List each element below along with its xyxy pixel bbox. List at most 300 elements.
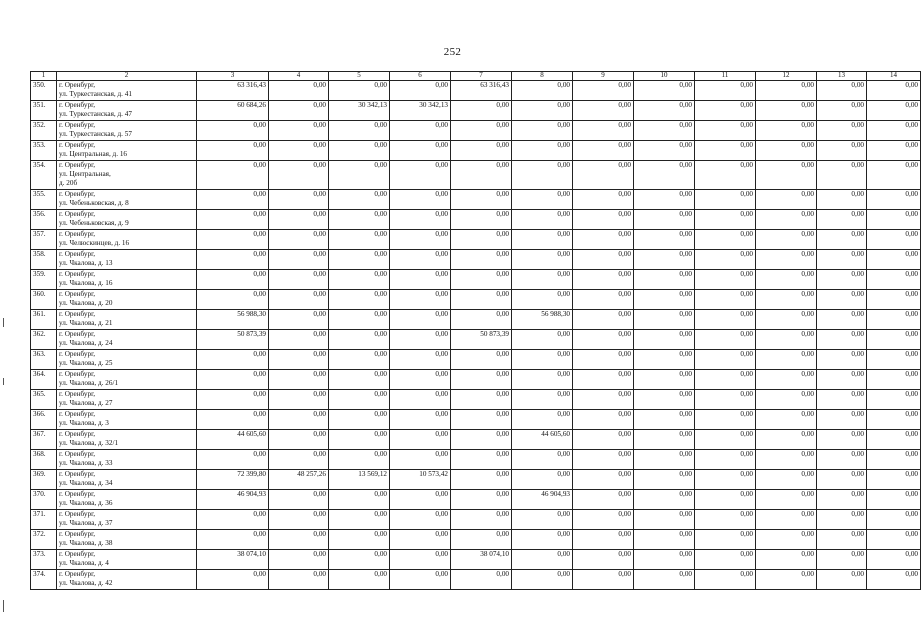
value-cell-col14: 0,00: [867, 510, 921, 530]
value-cell-col5: 0,00: [329, 290, 390, 310]
value-cell-col6: 0,00: [390, 230, 451, 250]
address-line: ул. Туркестанская, д. 41: [59, 90, 132, 98]
value-cell-col13: 0,00: [817, 490, 867, 510]
value-cell-col3: 56 988,30: [197, 310, 269, 330]
address-line: ул. Центральная,: [59, 170, 111, 178]
value-cell-col12: 0,00: [756, 310, 817, 330]
value-cell-col10: 0,00: [634, 350, 695, 370]
address-cell: [57, 101, 197, 121]
address-line: г. Оренбург,: [59, 210, 96, 218]
value-cell-col4: 48 257,26: [269, 470, 329, 490]
value-cell-col4: 0,00: [269, 210, 329, 230]
address-cell: [57, 510, 197, 530]
table-row: [31, 121, 921, 141]
value-cell-col10: 0,00: [634, 141, 695, 161]
value-cell-col6: 0,00: [390, 270, 451, 290]
value-cell-col5: 0,00: [329, 450, 390, 470]
value-cell-col10: 0,00: [634, 310, 695, 330]
value-cell-col9: 0,00: [573, 210, 634, 230]
value-cell-col5: 0,00: [329, 310, 390, 330]
value-cell-col5: 0,00: [329, 230, 390, 250]
address-line: г. Оренбург,: [59, 390, 96, 398]
value-cell-col3: 0,00: [197, 290, 269, 310]
value-cell-col5: 0,00: [329, 250, 390, 270]
value-cell-col5: 0,00: [329, 370, 390, 390]
value-cell-col9: 0,00: [573, 490, 634, 510]
value-cell-col4: 0,00: [269, 330, 329, 350]
address-line: ул. Чкалова, д. 4: [59, 559, 109, 567]
address-line: ул. Челюскинцев, д. 16: [59, 239, 130, 247]
value-cell-col8: 0,00: [512, 550, 573, 570]
value-cell-col12: 0,00: [756, 490, 817, 510]
table-row: [31, 250, 921, 270]
value-cell-col9: 0,00: [573, 190, 634, 210]
value-cell-col13: 0,00: [817, 470, 867, 490]
address-line: ул. Чкалова, д. 3: [59, 419, 109, 427]
value-cell-col14: 0,00: [867, 141, 921, 161]
value-cell-col10: 0,00: [634, 81, 695, 101]
address-line: г. Оренбург,: [59, 410, 96, 418]
address-line: г. Оренбург,: [59, 81, 96, 89]
address-line: ул. Чкалова, д. 16: [59, 279, 113, 287]
value-cell-col10: 0,00: [634, 101, 695, 121]
value-cell-col6: 0,00: [390, 190, 451, 210]
value-cell-col13: 0,00: [817, 230, 867, 250]
value-cell-col3: 63 316,43: [197, 81, 269, 101]
value-cell-col8: 0,00: [512, 450, 573, 470]
value-cell-col12: 0,00: [756, 390, 817, 410]
value-cell-col13: 0,00: [817, 350, 867, 370]
value-cell-col11: 0,00: [695, 570, 756, 590]
value-cell-col3: 38 074,10: [197, 550, 269, 570]
value-cell-col12: 0,00: [756, 550, 817, 570]
table-row: [31, 161, 921, 190]
value-cell-col7: 0,00: [451, 250, 512, 270]
value-cell-col5: 0,00: [329, 510, 390, 530]
address-line: ул. Чкалова, д. 26/1: [59, 379, 119, 387]
value-cell-col4: 0,00: [269, 81, 329, 101]
column-number-7: 7: [451, 72, 512, 81]
address-line: г. Оренбург,: [59, 161, 96, 169]
value-cell-col13: 0,00: [817, 570, 867, 590]
value-cell-col5: 13 569,12: [329, 470, 390, 490]
value-cell-col5: 0,00: [329, 190, 390, 210]
value-cell-col3: 0,00: [197, 370, 269, 390]
value-cell-col9: 0,00: [573, 330, 634, 350]
address-line: ул. Чкалова, д. 24: [59, 339, 113, 347]
value-cell-col3: 0,00: [197, 250, 269, 270]
margin-mark: [3, 318, 4, 327]
value-cell-col10: 0,00: [634, 190, 695, 210]
value-cell-col8: 0,00: [512, 121, 573, 141]
row-number: 351.: [31, 101, 57, 121]
value-cell-col8: 0,00: [512, 81, 573, 101]
table-row: [31, 510, 921, 530]
value-cell-col13: 0,00: [817, 530, 867, 550]
value-cell-col14: 0,00: [867, 410, 921, 430]
row-number: 369.: [31, 470, 57, 490]
value-cell-col9: 0,00: [573, 141, 634, 161]
value-cell-col7: 0,00: [451, 510, 512, 530]
value-cell-col11: 0,00: [695, 190, 756, 210]
value-cell-col14: 0,00: [867, 470, 921, 490]
address-cell: [57, 270, 197, 290]
value-cell-col10: 0,00: [634, 430, 695, 450]
value-cell-col13: 0,00: [817, 510, 867, 530]
row-number: 362.: [31, 330, 57, 350]
table-row: [31, 370, 921, 390]
value-cell-col4: 0,00: [269, 570, 329, 590]
value-cell-col3: 0,00: [197, 510, 269, 530]
address-line: г. Оренбург,: [59, 121, 96, 129]
value-cell-col5: 0,00: [329, 81, 390, 101]
value-cell-col9: 0,00: [573, 430, 634, 450]
value-cell-col7: 0,00: [451, 290, 512, 310]
value-cell-col3: 0,00: [197, 270, 269, 290]
address-line: ул. Чкалова, д. 27: [59, 399, 113, 407]
table-row: [31, 330, 921, 350]
address-line: ул. Чкалова, д. 20: [59, 299, 113, 307]
value-cell-col9: 0,00: [573, 510, 634, 530]
value-cell-col7: 0,00: [451, 490, 512, 510]
value-cell-col9: 0,00: [573, 101, 634, 121]
address-line: ул. Чебеньковская, д. 8: [59, 199, 129, 207]
value-cell-col6: 0,00: [390, 530, 451, 550]
column-number-5: 5: [329, 72, 390, 81]
column-number-12: 12: [756, 72, 817, 81]
value-cell-col6: 0,00: [390, 430, 451, 450]
value-cell-col10: 0,00: [634, 290, 695, 310]
value-cell-col12: 0,00: [756, 161, 817, 190]
value-cell-col12: 0,00: [756, 430, 817, 450]
value-cell-col3: 50 873,39: [197, 330, 269, 350]
value-cell-col4: 0,00: [269, 161, 329, 190]
value-cell-col8: 0,00: [512, 370, 573, 390]
value-cell-col4: 0,00: [269, 350, 329, 370]
value-cell-col8: 56 988,30: [512, 310, 573, 330]
value-cell-col8: 0,00: [512, 410, 573, 430]
value-cell-col13: 0,00: [817, 250, 867, 270]
address-line: ул. Чкалова, д. 42: [59, 579, 113, 587]
value-cell-col13: 0,00: [817, 121, 867, 141]
value-cell-col3: 0,00: [197, 121, 269, 141]
value-cell-col10: 0,00: [634, 270, 695, 290]
value-cell-col11: 0,00: [695, 390, 756, 410]
address-cell: [57, 430, 197, 450]
value-cell-col11: 0,00: [695, 230, 756, 250]
row-number: 359.: [31, 270, 57, 290]
value-cell-col13: 0,00: [817, 390, 867, 410]
address-cell: [57, 121, 197, 141]
value-cell-col4: 0,00: [269, 250, 329, 270]
value-cell-col4: 0,00: [269, 190, 329, 210]
value-cell-col11: 0,00: [695, 250, 756, 270]
table-row: [31, 141, 921, 161]
value-cell-col13: 0,00: [817, 270, 867, 290]
value-cell-col8: 0,00: [512, 350, 573, 370]
value-cell-col6: 0,00: [390, 410, 451, 430]
address-line: ул. Чкалова, д. 13: [59, 259, 113, 267]
address-line: ул. Чкалова, д. 34: [59, 479, 113, 487]
value-cell-col11: 0,00: [695, 450, 756, 470]
value-cell-col11: 0,00: [695, 350, 756, 370]
row-number: 374.: [31, 570, 57, 590]
address-cell: [57, 410, 197, 430]
address-line: г. Оренбург,: [59, 570, 96, 578]
value-cell-col3: 0,00: [197, 390, 269, 410]
value-cell-col7: 0,00: [451, 350, 512, 370]
value-cell-col6: 0,00: [390, 330, 451, 350]
value-cell-col10: 0,00: [634, 121, 695, 141]
value-cell-col12: 0,00: [756, 270, 817, 290]
value-cell-col9: 0,00: [573, 370, 634, 390]
value-cell-col9: 0,00: [573, 470, 634, 490]
value-cell-col3: 0,00: [197, 230, 269, 250]
value-cell-col13: 0,00: [817, 290, 867, 310]
row-number: 368.: [31, 450, 57, 470]
value-cell-col6: 0,00: [390, 310, 451, 330]
row-number: 352.: [31, 121, 57, 141]
column-number-2: 2: [57, 72, 197, 81]
value-cell-col4: 0,00: [269, 430, 329, 450]
address-line: г. Оренбург,: [59, 350, 96, 358]
value-cell-col11: 0,00: [695, 141, 756, 161]
address-line: г. Оренбург,: [59, 101, 96, 109]
value-cell-col5: 0,00: [329, 570, 390, 590]
value-cell-col11: 0,00: [695, 490, 756, 510]
value-cell-col14: 0,00: [867, 101, 921, 121]
value-cell-col9: 0,00: [573, 390, 634, 410]
value-cell-col12: 0,00: [756, 230, 817, 250]
value-cell-col3: 0,00: [197, 530, 269, 550]
value-cell-col12: 0,00: [756, 330, 817, 350]
address-line: г. Оренбург,: [59, 430, 96, 438]
value-cell-col14: 0,00: [867, 270, 921, 290]
row-number: 363.: [31, 350, 57, 370]
address-cell: [57, 290, 197, 310]
value-cell-col6: 0,00: [390, 550, 451, 570]
value-cell-col8: 0,00: [512, 290, 573, 310]
value-cell-col12: 0,00: [756, 350, 817, 370]
value-cell-col8: 0,00: [512, 530, 573, 550]
value-cell-col4: 0,00: [269, 370, 329, 390]
value-cell-col13: 0,00: [817, 81, 867, 101]
value-cell-col3: 0,00: [197, 450, 269, 470]
value-cell-col8: 0,00: [512, 330, 573, 350]
address-cell: [57, 570, 197, 590]
table-row: [31, 570, 921, 590]
value-cell-col12: 0,00: [756, 81, 817, 101]
value-cell-col7: 0,00: [451, 141, 512, 161]
value-cell-col5: 0,00: [329, 330, 390, 350]
value-cell-col7: 0,00: [451, 210, 512, 230]
value-cell-col5: 0,00: [329, 530, 390, 550]
value-cell-col13: 0,00: [817, 330, 867, 350]
value-cell-col10: 0,00: [634, 390, 695, 410]
value-cell-col3: 0,00: [197, 190, 269, 210]
value-cell-col4: 0,00: [269, 121, 329, 141]
value-cell-col7: 63 316,43: [451, 81, 512, 101]
value-cell-col5: 0,00: [329, 430, 390, 450]
value-cell-col12: 0,00: [756, 101, 817, 121]
table-row: [31, 81, 921, 101]
row-number: 358.: [31, 250, 57, 270]
table-body: [31, 72, 921, 590]
value-cell-col8: 0,00: [512, 141, 573, 161]
value-cell-col5: 0,00: [329, 390, 390, 410]
value-cell-col14: 0,00: [867, 310, 921, 330]
address-cell: [57, 350, 197, 370]
value-cell-col5: 0,00: [329, 161, 390, 190]
row-number: 354.: [31, 161, 57, 190]
address-line: ул. Чкалова, д. 37: [59, 519, 113, 527]
value-cell-col4: 0,00: [269, 270, 329, 290]
address-cell: [57, 190, 197, 210]
value-cell-col8: 0,00: [512, 390, 573, 410]
table-row: [31, 550, 921, 570]
value-cell-col11: 0,00: [695, 510, 756, 530]
value-cell-col6: 30 342,13: [390, 101, 451, 121]
table-row: [31, 101, 921, 121]
value-cell-col8: 0,00: [512, 250, 573, 270]
value-cell-col3: 60 684,26: [197, 101, 269, 121]
address-line: г. Оренбург,: [59, 490, 96, 498]
row-number: 366.: [31, 410, 57, 430]
address-line: г. Оренбург,: [59, 530, 96, 538]
value-cell-col6: 0,00: [390, 370, 451, 390]
value-cell-col11: 0,00: [695, 81, 756, 101]
value-cell-col14: 0,00: [867, 390, 921, 410]
value-cell-col10: 0,00: [634, 210, 695, 230]
value-cell-col8: 0,00: [512, 161, 573, 190]
value-cell-col6: 0,00: [390, 490, 451, 510]
row-number: 360.: [31, 290, 57, 310]
value-cell-col5: 0,00: [329, 141, 390, 161]
value-cell-col9: 0,00: [573, 250, 634, 270]
value-cell-col14: 0,00: [867, 450, 921, 470]
table-row: [31, 470, 921, 490]
value-cell-col10: 0,00: [634, 550, 695, 570]
address-cell: [57, 141, 197, 161]
value-cell-col7: 0,00: [451, 530, 512, 550]
address-line: г. Оренбург,: [59, 230, 96, 238]
value-cell-col4: 0,00: [269, 490, 329, 510]
value-cell-col13: 0,00: [817, 101, 867, 121]
value-cell-col6: 0,00: [390, 290, 451, 310]
value-cell-col12: 0,00: [756, 410, 817, 430]
value-cell-col4: 0,00: [269, 230, 329, 250]
value-cell-col8: 0,00: [512, 570, 573, 590]
value-cell-col4: 0,00: [269, 141, 329, 161]
value-cell-col5: 0,00: [329, 210, 390, 230]
address-line: г. Оренбург,: [59, 250, 96, 258]
value-cell-col7: 0,00: [451, 570, 512, 590]
table-row: [31, 410, 921, 430]
table-row: [31, 350, 921, 370]
column-number-6: 6: [390, 72, 451, 81]
value-cell-col4: 0,00: [269, 290, 329, 310]
address-line: г. Оренбург,: [59, 510, 96, 518]
value-cell-col11: 0,00: [695, 410, 756, 430]
value-cell-col10: 0,00: [634, 410, 695, 430]
value-cell-col3: 44 605,60: [197, 430, 269, 450]
value-cell-col14: 0,00: [867, 490, 921, 510]
column-number-1: 1: [31, 72, 57, 81]
value-cell-col14: 0,00: [867, 530, 921, 550]
value-cell-col10: 0,00: [634, 490, 695, 510]
row-number: 373.: [31, 550, 57, 570]
value-cell-col4: 0,00: [269, 510, 329, 530]
value-cell-col7: 0,00: [451, 310, 512, 330]
value-cell-col14: 0,00: [867, 161, 921, 190]
value-cell-col3: 46 904,93: [197, 490, 269, 510]
value-cell-col4: 0,00: [269, 450, 329, 470]
value-cell-col8: 46 904,93: [512, 490, 573, 510]
address-cell: [57, 550, 197, 570]
value-cell-col11: 0,00: [695, 270, 756, 290]
value-cell-col6: 0,00: [390, 510, 451, 530]
value-cell-col12: 0,00: [756, 121, 817, 141]
value-cell-col11: 0,00: [695, 121, 756, 141]
address-line: ул. Чебеньковская, д. 9: [59, 219, 129, 227]
table-row: [31, 390, 921, 410]
value-cell-col9: 0,00: [573, 530, 634, 550]
row-number: 353.: [31, 141, 57, 161]
value-cell-col14: 0,00: [867, 550, 921, 570]
value-cell-col3: 0,00: [197, 350, 269, 370]
row-number: 350.: [31, 81, 57, 101]
value-cell-col3: 0,00: [197, 570, 269, 590]
table-row: [31, 530, 921, 550]
address-cell: [57, 470, 197, 490]
value-cell-col12: 0,00: [756, 210, 817, 230]
value-cell-col7: 38 074,10: [451, 550, 512, 570]
value-cell-col5: 0,00: [329, 121, 390, 141]
value-cell-col13: 0,00: [817, 370, 867, 390]
value-cell-col11: 0,00: [695, 161, 756, 190]
value-cell-col6: 0,00: [390, 250, 451, 270]
value-cell-col6: 0,00: [390, 210, 451, 230]
value-cell-col12: 0,00: [756, 450, 817, 470]
value-cell-col7: 0,00: [451, 410, 512, 430]
value-cell-col7: 0,00: [451, 430, 512, 450]
value-cell-col6: 0,00: [390, 121, 451, 141]
address-line: ул. Чкалова, д. 33: [59, 459, 113, 467]
address-line: г. Оренбург,: [59, 550, 96, 558]
value-cell-col8: 44 605,60: [512, 430, 573, 450]
table-row: [31, 310, 921, 330]
value-cell-col4: 0,00: [269, 530, 329, 550]
value-cell-col11: 0,00: [695, 210, 756, 230]
value-cell-col11: 0,00: [695, 290, 756, 310]
value-cell-col3: 0,00: [197, 410, 269, 430]
value-cell-col13: 0,00: [817, 410, 867, 430]
address-line: г. Оренбург,: [59, 141, 96, 149]
address-line: г. Оренбург,: [59, 290, 96, 298]
value-cell-col10: 0,00: [634, 370, 695, 390]
value-cell-col7: 0,00: [451, 390, 512, 410]
value-cell-col10: 0,00: [634, 230, 695, 250]
address-cell: [57, 310, 197, 330]
value-cell-col9: 0,00: [573, 310, 634, 330]
value-cell-col6: 0,00: [390, 450, 451, 470]
value-cell-col13: 0,00: [817, 141, 867, 161]
value-cell-col10: 0,00: [634, 530, 695, 550]
table-row: [31, 450, 921, 470]
table-row: [31, 210, 921, 230]
address-line: г. Оренбург,: [59, 450, 96, 458]
value-cell-col10: 0,00: [634, 450, 695, 470]
